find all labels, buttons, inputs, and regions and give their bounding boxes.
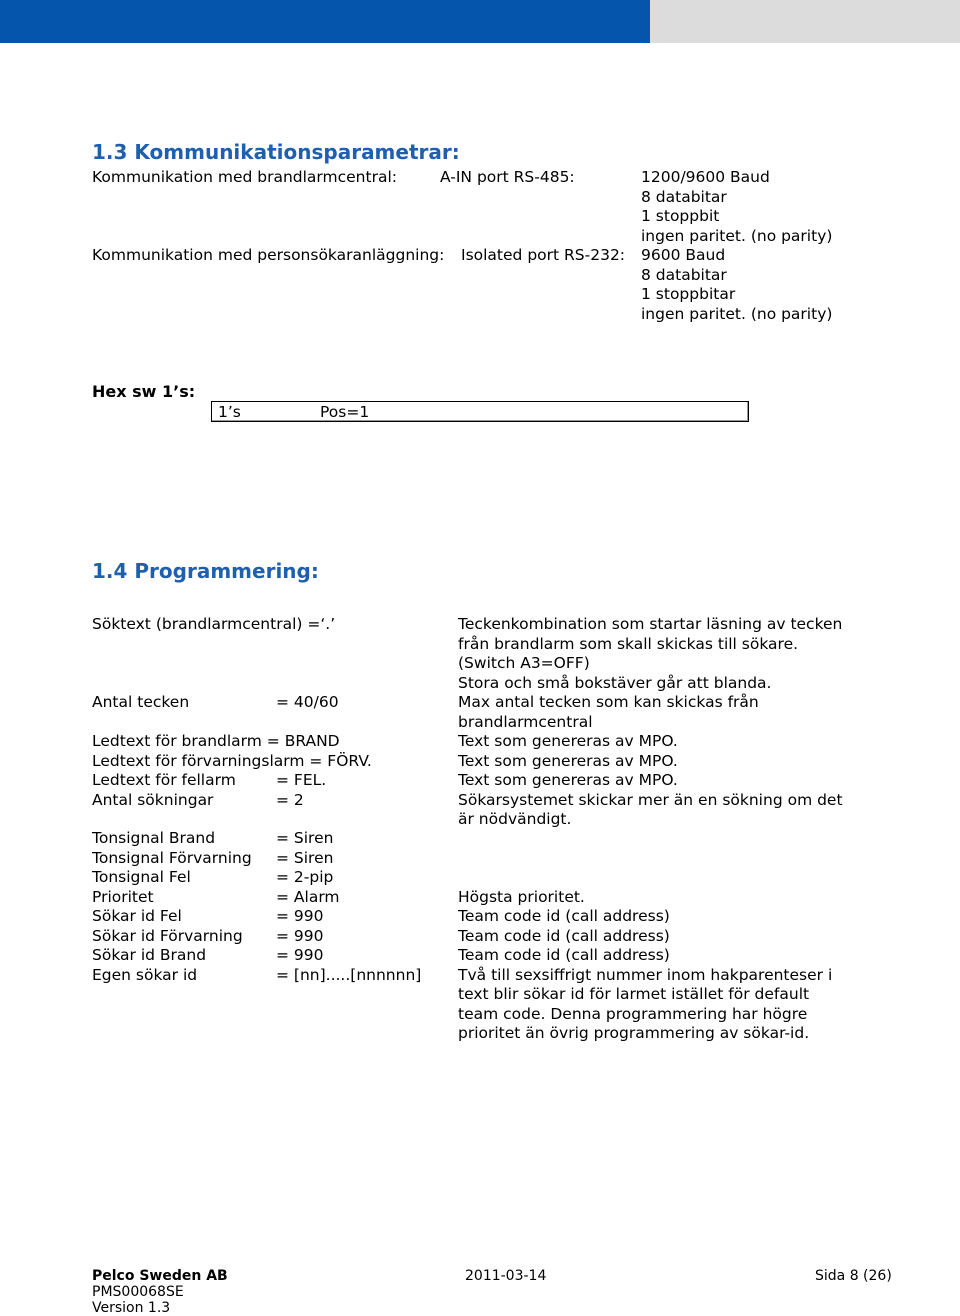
param-value: = Siren [276, 848, 334, 867]
param-desc: Team code id (call address) [458, 946, 670, 964]
param-desc: Teckenkombination som startar läsning av tecken [458, 615, 843, 633]
fire-comm-value: 1 stoppbit [641, 207, 720, 225]
param-label: Antal sökningar [92, 790, 214, 809]
hex-switch-label: Hex sw 1’s: [92, 382, 196, 401]
param-label: Tonsignal Brand [92, 829, 216, 847]
param-desc: prioritet än övrig programmering av sökar-id. [458, 1024, 810, 1042]
fire-comm-value: ingen paritet. (no parity) [641, 226, 833, 245]
param-label: Sökar id Förvarning [92, 926, 243, 945]
section-title-programming: 1.4 Programmering: [92, 559, 319, 583]
pager-comm-port: Isolated port RS-232: [461, 246, 626, 264]
param-desc: (Switch A3=OFF) [458, 654, 590, 672]
param-label: Antal tecken [92, 693, 190, 711]
param-value: = 40/60 [276, 693, 339, 711]
pager-comm-value: 1 stoppbitar [641, 285, 736, 303]
fire-comm-value: 1200/9600 Baud [641, 168, 770, 186]
param-desc: Sökarsystemet skickar mer än en sökning om det [458, 790, 843, 809]
param-label: Ledtext för fellarm [92, 771, 236, 789]
param-label: Söktext (brandlarmcentral) =‘.’ [92, 615, 336, 633]
param-desc: Text som genereras av MPO. [458, 732, 678, 750]
pager-comm-value: 9600 Baud [641, 246, 726, 264]
param-value: = 2-pip [276, 868, 334, 886]
param-value: = Siren [276, 829, 334, 847]
param-value: = 990 [276, 946, 324, 964]
fire-comm-port: A-IN port RS-485: [440, 168, 575, 186]
param-label: Sökar id Brand [92, 946, 207, 964]
fire-comm-value: 8 databitar [641, 187, 727, 206]
header-bar-accent [650, 0, 960, 43]
param-label: Prioritet [92, 887, 154, 906]
param-desc: brandlarmcentral [458, 712, 593, 731]
footer-page-number: Sida 8 (26) [815, 1268, 892, 1284]
param-desc: Max antal tecken som kan skickas från [458, 693, 759, 711]
footer-date: 2011-03-14 [465, 1268, 547, 1284]
param-desc: Text som genereras av MPO. [458, 771, 678, 789]
fire-comm-label: Kommunikation med brandlarmcentral: [92, 168, 397, 186]
param-desc: Stora och små bokstäver går att blanda. [458, 673, 772, 692]
footer-company: Pelco Sweden AB [92, 1268, 228, 1284]
param-label: Tonsignal Förvarning [92, 848, 252, 867]
param-desc: Högsta prioritet. [458, 887, 585, 906]
param-desc: från brandlarm som skall skickas till sökare. [458, 634, 799, 653]
footer-version: Version 1.3 [92, 1300, 171, 1316]
hex-switch-table [211, 401, 749, 422]
param-desc: Team code id (call address) [458, 907, 670, 925]
param-desc: är nödvändigt. [458, 810, 572, 828]
footer-doc-id: PMS00068SE [92, 1284, 184, 1300]
param-label: Tonsignal Fel [92, 868, 191, 886]
param-value: = FEL. [276, 771, 327, 789]
param-label: Egen sökar id [92, 965, 198, 984]
param-desc: Två till sexsiffrigt nummer inom hakparenteser i [458, 965, 833, 984]
hex-switch-cell: Pos=1 [320, 403, 370, 421]
hex-switch-cell: 1’s [218, 403, 241, 421]
param-label: Ledtext för brandlarm = BRAND [92, 732, 340, 750]
param-desc: text blir sökar id för larmet istället för default [458, 985, 810, 1003]
pager-comm-value: ingen paritet. (no parity) [641, 304, 833, 323]
param-value: = [nn].....[nnnnnn] [276, 965, 422, 984]
param-value: = 2 [276, 790, 304, 809]
param-desc: team code. Denna programmering har högre [458, 1004, 808, 1023]
param-desc: Text som genereras av MPO. [458, 751, 678, 770]
section-title-communication: 1.3 Kommunikationsparametrar: [92, 140, 460, 164]
param-value: = 990 [276, 926, 324, 945]
param-value: = Alarm [276, 887, 340, 906]
param-label: Sökar id Fel [92, 907, 182, 925]
param-desc: Team code id (call address) [458, 926, 670, 945]
pager-comm-label: Kommunikation med personsökaranläggning: [92, 246, 445, 264]
param-label: Ledtext för förvarningslarm = FÖRV. [92, 751, 372, 770]
pager-comm-value: 8 databitar [641, 265, 727, 284]
param-value: = 990 [276, 907, 324, 925]
